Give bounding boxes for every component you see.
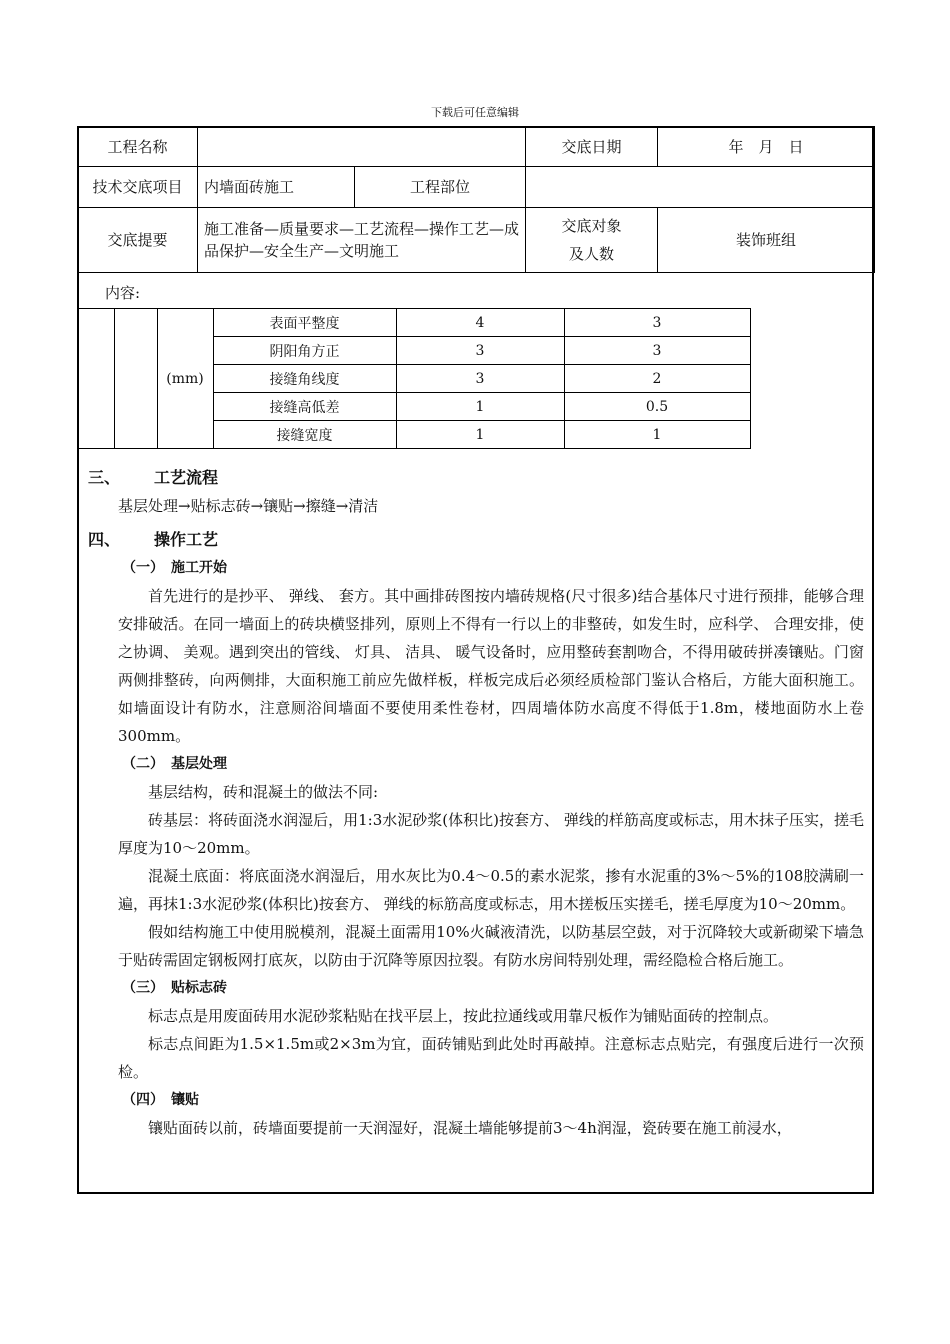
- paragraph-2: 基层结构，砖和混凝土的做法不同:: [148, 783, 379, 801]
- target-label: [526, 208, 658, 273]
- part-value: [526, 167, 875, 208]
- tolerance-value-b: 3: [564, 309, 750, 337]
- tolerance-value-a: 1: [396, 421, 564, 449]
- tolerance-value-b: 1: [564, 421, 750, 449]
- tolerance-value-b: 3: [564, 337, 750, 365]
- paragraph-4: 混凝土底面：将底面浇水润湿后，用水灰比为0.4～0.5的素水泥浆，掺有水泥重的3%～5%的108胶满刷一遍，再抹1:3水泥砂浆(体积比)按套方、 弹线的标筋高度或标志，用木搓板压实搓毛，搓毛厚度为10～20mm。: [118, 867, 864, 913]
- item-label: 技术交底项目: [78, 167, 198, 208]
- paragraph-8: 镶贴面砖以前，砖墙面要提前一天润湿好，混凝土墙能够提前3～4h润湿，瓷砖要在施工前浸水，: [148, 1119, 792, 1137]
- content-label: 内容:: [105, 284, 141, 302]
- tolerance-unit: (mm): [157, 309, 213, 449]
- section-4-title: 操作工艺: [154, 530, 219, 549]
- tolerance-item: 接缝角线度: [213, 365, 396, 393]
- target-label-line2: 及人数: [568, 245, 614, 263]
- tolerance-item: 接缝高低差: [213, 393, 396, 421]
- project-name-label: 工程名称: [78, 127, 198, 167]
- summary-label: 交底提要: [78, 208, 198, 273]
- section-4-number: 四、: [88, 530, 121, 549]
- section-4-heading: [88, 526, 864, 554]
- tolerance-blank-cell-2: [114, 309, 157, 449]
- tolerance-value-b: 2: [564, 365, 750, 393]
- paragraph-5: 假如结构施工中使用脱模剂，混凝土面需用10%火碱液清洗，以防基层空鼓，对于沉降较大或新砌梁下墙急于贴砖需固定钢板网打底灰，以防由于沉降等原因拉裂。有防水房间特别处理，需经隐检合格后施工。: [118, 923, 864, 969]
- part-label: 工程部位: [355, 167, 526, 208]
- subsection-4-heading: （四） 镶贴: [122, 1092, 199, 1108]
- body-text: [88, 460, 864, 1142]
- tolerance-blank-cell-1: [77, 309, 114, 449]
- summary-value: 施工准备—质量要求—工艺流程—操作工艺—成品保护—安全生产—文明施工: [198, 208, 526, 273]
- tolerance-item: 接缝宽度: [213, 421, 396, 449]
- date-value: 年 月 日: [658, 127, 875, 167]
- top-note: 下载后可任意编辑: [431, 106, 519, 119]
- section-3-number: 三、: [88, 468, 121, 487]
- target-label-line1: 交底对象: [561, 217, 622, 235]
- header-table: [77, 126, 875, 273]
- paragraph-7: 标志点间距为1.5×1.5m或2×3m为宜，面砖铺贴到此处时再敲掉。注意标志点贴完，有强度后进行一次预检。: [118, 1035, 864, 1081]
- process-flow: 基层处理→贴标志砖→镶贴→擦缝→清洁: [118, 497, 379, 515]
- tolerance-value-a: 3: [396, 337, 564, 365]
- tolerance-item: 表面平整度: [213, 309, 396, 337]
- tolerance-value-a: 1: [396, 393, 564, 421]
- subsection-3-heading: （三） 贴标志砖: [122, 980, 227, 996]
- subsection-2-heading: （二） 基层处理: [122, 756, 227, 772]
- paragraph-3: 砖基层：将砖面浇水润湿后，用1:3水泥砂浆(体积比)按套方、 弹线的样筋高度或标志，用木抹子压实，搓毛厚度为10～20mm。: [118, 811, 864, 857]
- subsection-1-heading: （一） 施工开始: [122, 560, 227, 576]
- tolerance-table: [77, 308, 751, 449]
- date-label: 交底日期: [526, 127, 658, 167]
- tolerance-value-a: 4: [396, 309, 564, 337]
- project-name-value: [198, 127, 526, 167]
- paragraph-6: 标志点是用废面砖用水泥砂浆粘贴在找平层上，按此拉通线或用靠尺板作为铺贴面砖的控制点。: [148, 1007, 779, 1025]
- section-3-heading: [88, 464, 864, 492]
- paragraph-1: 首先进行的是抄平、 弹线、 套方。其中画排砖图按内墙砖规格(尺寸很多)结合基体尺寸进行预排，能够合理安排破活。在同一墙面上的砖块横竖排列，原则上不得有一行以上的非整砖，如发生时，应科学、 合理安排，使之协调、 美观。遇到突出的管线、 灯具、 洁具、 暖气设备时，应用整砖套割吻合，不得用破砖拼凑镶贴。门窗两侧排整砖，向两侧排，大面积施工前应先做样板，样板完成后必须经质检部门鉴认合格后，方能大面积施工。如墙面设计有防水，注意厕浴间墙面不要使用柔性卷材，四周墙体防水高度不得低于1.8m，楼地面防水上卷300mm。: [118, 587, 864, 745]
- section-3-title: 工艺流程: [154, 468, 219, 487]
- tolerance-value-a: 3: [396, 365, 564, 393]
- item-value: 内墙面砖施工: [198, 167, 355, 208]
- target-value: 装饰班组: [658, 208, 875, 273]
- tolerance-value-b: 0.5: [564, 393, 750, 421]
- tolerance-item: 阴阳角方正: [213, 337, 396, 365]
